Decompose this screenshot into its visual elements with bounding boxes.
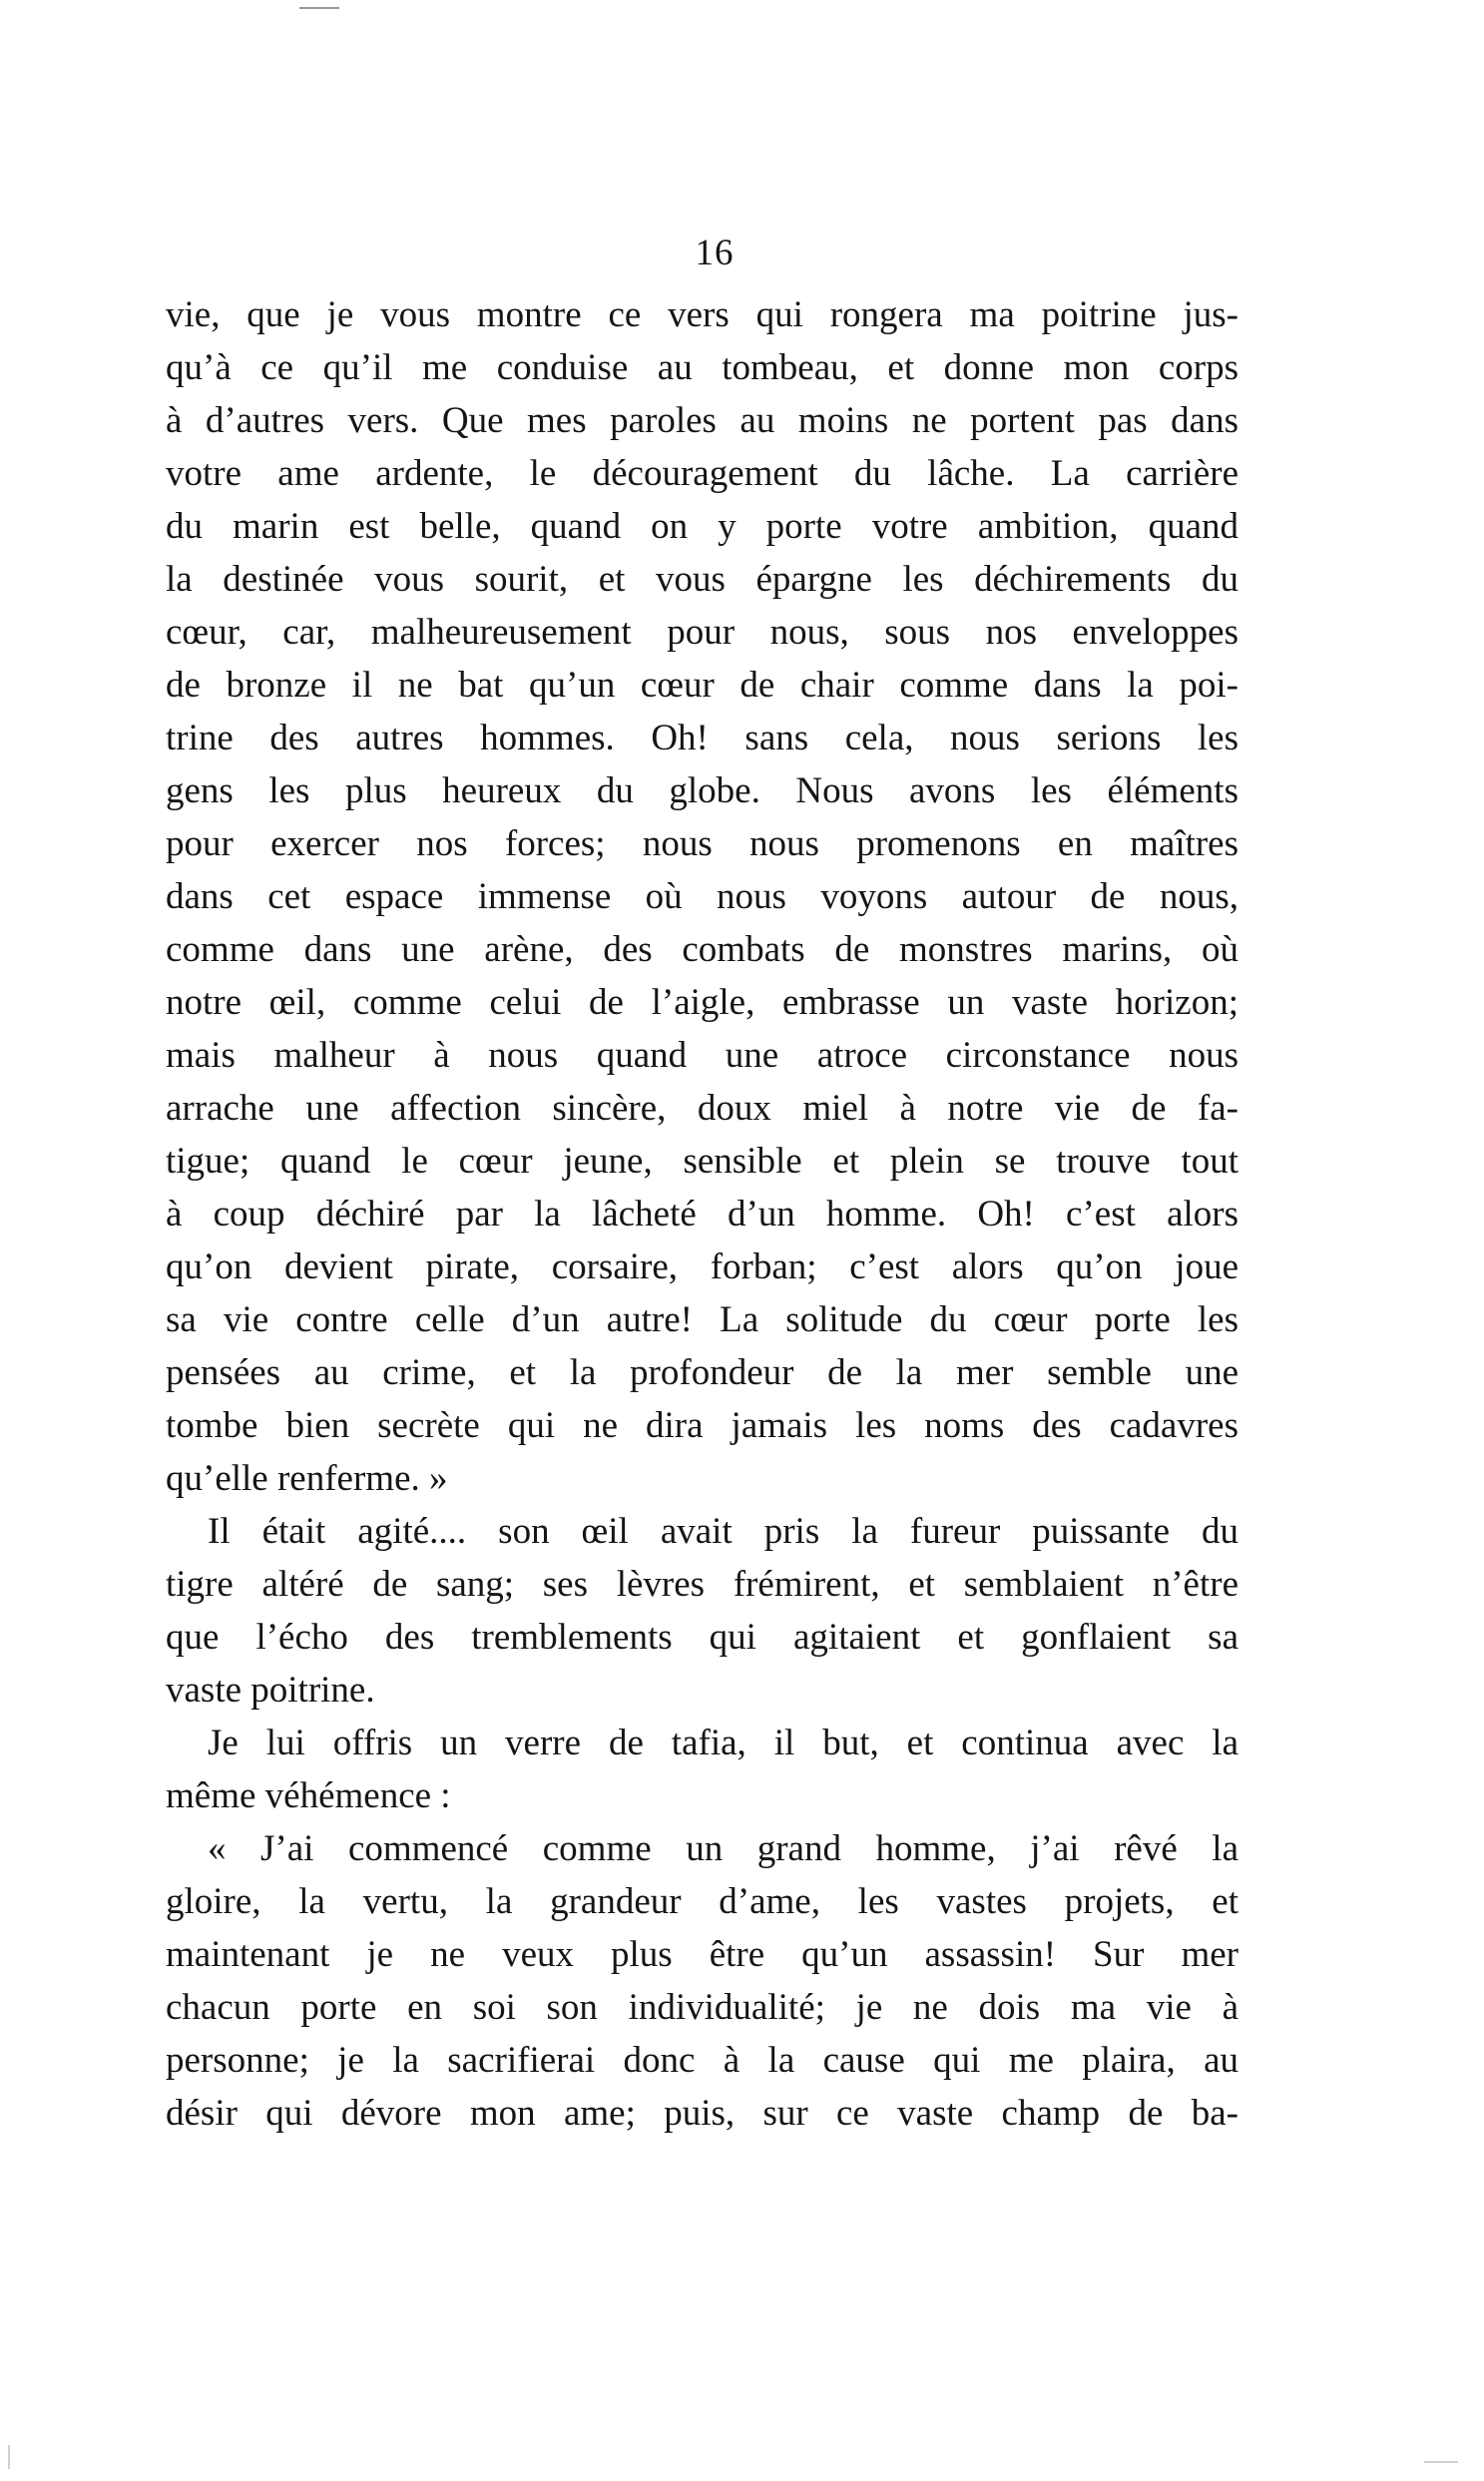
text-line: comme dans une arène, des combats de monstres marins, où [166, 929, 1238, 970]
scan-mark-right [1424, 2461, 1458, 2463]
text-line: tigue; quand le cœur jeune, sensible et plein se trouve tout [166, 1141, 1238, 1182]
text-line: chacun porte en soi son individualité; je ne dois ma vie à [166, 1987, 1238, 2028]
text-line: gens les plus heureux du globe. Nous avons les éléments [166, 770, 1238, 811]
text-line: gloire, la vertu, la grandeur d’ame, les vastes projets, et [166, 1881, 1238, 1922]
text-line: cœur, car, malheureusement pour nous, sous nos enveloppes [166, 612, 1238, 653]
text-line: tigre altéré de sang; ses lèvres frémirent, et semblaient n’être [166, 1564, 1238, 1605]
text-line: que l’écho des tremblements qui agitaient et gonflaient sa [166, 1617, 1238, 1658]
text-line: arrache une affection sincère, doux miel à notre vie de fa- [166, 1088, 1238, 1129]
text-line: même véhémence : [166, 1775, 451, 1816]
text-line: désir qui dévore mon ame; puis, sur ce vaste champ de ba- [166, 2093, 1238, 2134]
paragraph-2 [166, 1505, 1238, 1717]
page-number: 16 [695, 233, 735, 273]
text-line: tombe bien secrète qui ne dira jamais les noms des cadavres [166, 1405, 1238, 1446]
text-line: Je lui offris un verre de tafia, il but, et continua avec la [208, 1723, 1238, 1763]
text-line: pensées au crime, et la profondeur de la mer semble une [166, 1352, 1238, 1393]
paragraph-3 [166, 1717, 1238, 1822]
text-line: à coup déchiré par la lâcheté d’un homme. Oh! c’est alors [166, 1194, 1238, 1235]
text-line: la destinée vous sourit, et vous épargne les déchirements du [166, 559, 1238, 600]
text-line: du marin est belle, quand on y porte votre ambition, quand [166, 506, 1238, 547]
text-line: trine des autres hommes. Oh! sans cela, nous serions les [166, 718, 1238, 758]
text-line: votre ame ardente, le découragement du lâche. La carrière [166, 453, 1238, 494]
scan-mark-top [299, 7, 339, 9]
text-line: qu’elle renferme. » [166, 1458, 448, 1499]
text-line: maintenant je ne veux plus être qu’un assassin! Sur mer [166, 1934, 1238, 1975]
text-line: sa vie contre celle d’un autre! La solitude du cœur porte les [166, 1299, 1238, 1340]
scan-mark-left [8, 2445, 10, 2469]
text-line: qu’on devient pirate, corsaire, forban; c’est alors qu’on joue [166, 1246, 1238, 1287]
text-line: à d’autres vers. Que mes paroles au moins ne portent pas dans [166, 400, 1238, 441]
text-line: mais malheur à nous quand une atroce circonstance nous [166, 1035, 1238, 1076]
text-line: qu’à ce qu’il me conduise au tombeau, et donne mon corps [166, 347, 1238, 388]
text-line: Il était agité.... son œil avait pris la fureur puissante du [208, 1511, 1238, 1552]
text-line: de bronze il ne bat qu’un cœur de chair comme dans la poi- [166, 665, 1238, 706]
text-line: vaste poitrine. [166, 1670, 375, 1711]
text-line: personne; je la sacrifierai donc à la cause qui me plaira, au [166, 2040, 1238, 2081]
paragraph-4 [166, 1822, 1238, 2140]
paragraph-1 [166, 288, 1238, 1505]
text-line: notre œil, comme celui de l’aigle, embrasse un vaste horizon; [166, 982, 1238, 1023]
text-line: « J’ai commencé comme un grand homme, j’ai rêvé la [208, 1828, 1238, 1869]
text-block [166, 288, 1238, 2140]
text-line: vie, que je vous montre ce vers qui rongera ma poitrine jus- [166, 294, 1238, 335]
text-line: dans cet espace immense où nous voyons autour de nous, [166, 876, 1238, 917]
text-line: pour exercer nos forces; nous nous promenons en maîtres [166, 823, 1238, 864]
